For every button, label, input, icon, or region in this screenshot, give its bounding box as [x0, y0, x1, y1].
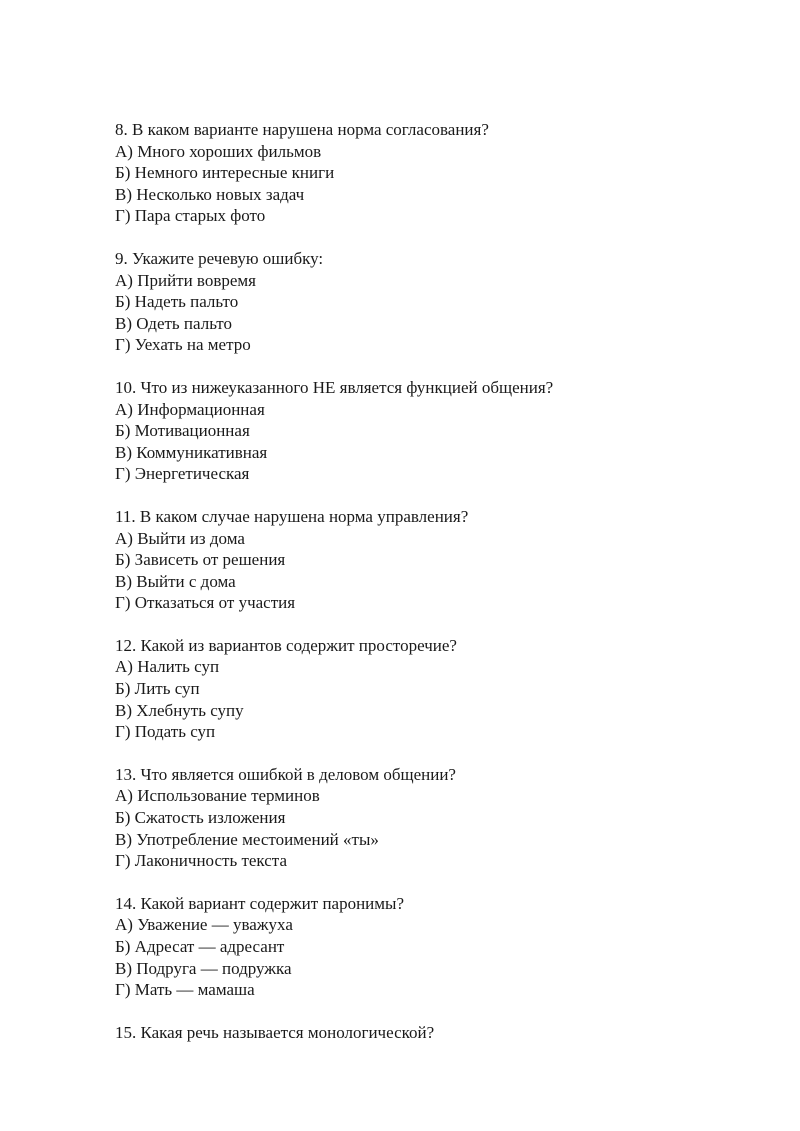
answer-option: Г) Энергетическая [115, 464, 250, 484]
answer-option: В) Коммуникативная [115, 442, 268, 462]
answer-option: В) Хлебнуть супу [115, 700, 244, 720]
question-12 [115, 635, 755, 743]
answer-option: Б) Надеть пальто [115, 292, 239, 312]
answer-option: В) Несколько новых задач [115, 184, 305, 204]
answer-option: Г) Лаконичность текста [115, 851, 287, 871]
answer-option: Б) Мотивационная [115, 421, 250, 441]
answer-option: Г) Уехать на метро [115, 335, 251, 355]
answer-option: В) Одеть пальто [115, 313, 233, 333]
question-text: 12. Какой из вариантов содержит просторечие? [115, 635, 457, 655]
answer-option: А) Информационная [115, 399, 265, 419]
answer-option: А) Использование терминов [115, 786, 320, 806]
answer-option: А) Выйти из дома [115, 528, 245, 548]
question-9 [115, 248, 755, 356]
question-14 [115, 893, 755, 1001]
question-text: 10. Что из нижеуказанного НЕ является функцией общения? [115, 377, 554, 397]
question-8 [115, 119, 755, 227]
document-page [115, 119, 755, 1064]
answer-option: Г) Пара старых фото [115, 206, 266, 226]
answer-option: Г) Мать — мамаша [115, 980, 255, 1000]
question-text: 8. В каком варианте нарушена норма согласования? [115, 120, 489, 139]
question-13 [115, 764, 755, 872]
question-text: 15. Какая речь называется монологической? [115, 1022, 435, 1042]
answer-option: Б) Лить суп [115, 679, 200, 699]
answer-option: Г) Подать суп [115, 722, 216, 742]
answer-option: Б) Сжатость изложения [115, 808, 286, 828]
answer-option: А) Уважение — уважуха [115, 915, 293, 935]
question-text: 13. Что является ошибкой в деловом общении? [115, 764, 456, 784]
question-15 [115, 1022, 755, 1044]
question-11 [115, 506, 755, 614]
answer-option: Б) Зависеть от решения [115, 550, 286, 570]
answer-option: В) Выйти с дома [115, 571, 236, 591]
answer-option: В) Употребление местоимений «ты» [115, 829, 379, 849]
answer-option: Б) Немного интересные книги [115, 163, 335, 183]
question-text: 9. Укажите речевую ошибку: [115, 248, 324, 268]
question-text: 14. Какой вариант содержит паронимы? [115, 893, 405, 913]
question-text: 11. В каком случае нарушена норма управления? [115, 506, 469, 526]
answer-option: А) Много хороших фильмов [115, 141, 322, 161]
answer-option: Б) Адресат — адресант [115, 937, 285, 956]
answer-option: Г) Отказаться от участия [115, 593, 296, 613]
answer-option: А) Налить суп [115, 657, 220, 677]
answer-option: А) Прийти вовремя [115, 270, 256, 290]
answer-option: В) Подруга — подружка [115, 958, 292, 978]
question-10 [115, 377, 755, 485]
